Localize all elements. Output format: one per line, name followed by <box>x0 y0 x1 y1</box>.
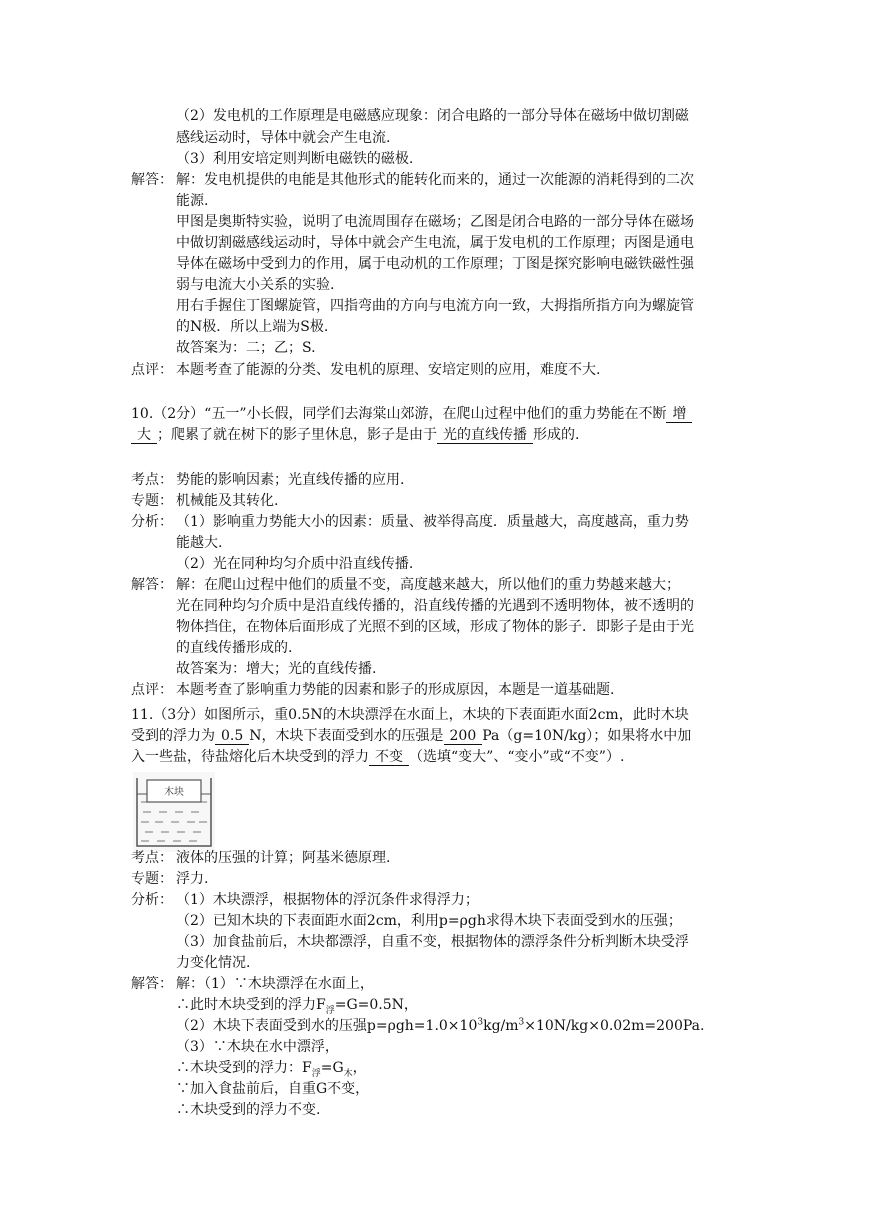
q11-answer-line6: ∵加入食盐前后，自重G不变， <box>176 1081 370 1097</box>
q11-answer-line3-sup1: 3 <box>477 1017 484 1028</box>
q11-answer-line7: ∴木块受到的浮力不变. <box>176 1102 321 1118</box>
q9-answer-label: 解答： <box>131 172 173 188</box>
q9-answer-line8: 的N极．所以上端为S极. <box>176 319 329 335</box>
floating-block-figure <box>133 772 215 852</box>
q10-answer-line3: 物体挡住，在物体后面形成了光照不到的区域，形成了物体的影子．即影子是由于光 <box>176 619 694 635</box>
q9-answer-line7: 用右手握住丁图螺旋管，四指弯曲的方向与电流方向一致，大拇指所指方向为螺旋管 <box>176 298 694 314</box>
q11-answer-line5-b: =G <box>320 1060 344 1076</box>
q9-comment: 本题考查了能源的分类、发电机的原理、安培定则的应用，难度不大. <box>176 362 601 378</box>
figure-block-label: 木块 <box>164 787 184 798</box>
q11-stem-d: Pa（g=10N/kg）；如果将水中加 <box>482 728 692 744</box>
q11-answer-blank1: 0.5 <box>215 728 249 745</box>
q11-answer-line5-sub1: 浮 <box>311 1068 321 1079</box>
q11-answer-line2-b: =G=0.5N， <box>334 997 418 1013</box>
q9-answer-line5: 导体在磁场中受到力的作用，属于电动机的工作原理；丁图是探究影响电磁铁磁性强 <box>176 256 694 272</box>
q10-comment: 本题考查了影响重力势能的因素和影子的形成原因，本题是一道基础题. <box>176 682 615 698</box>
q11-answer-line5-sub2: 木 <box>343 1068 353 1079</box>
q9-answer-line3: 甲图是奥斯特实验，说明了电流周围存在磁场；乙图是闭合电路的一部分导体在磁场 <box>176 214 694 230</box>
q11-answer-line3-sup2: 3 <box>518 1017 525 1028</box>
q11-analysis-3-line2: 力变化情况. <box>176 955 251 971</box>
q10-topic: 机械能及其转化. <box>176 493 279 509</box>
q10-answer-blank1-part1: 增 <box>666 406 692 423</box>
q10-analysis-2: （2）光在同种均匀介质中沿直线传播. <box>176 556 414 572</box>
q11-answer-blank3: 不变 <box>369 749 409 766</box>
q10-answer-line1: 解：在爬山过程中他们的质量不变，高度越来越大，所以他们的重力势越来越大； <box>176 577 680 593</box>
q10-analysis-label: 分析： <box>131 514 173 530</box>
q10-answer-label: 解答： <box>131 577 173 593</box>
q11-answer-line4: （3）∵木块在水中漂浮， <box>176 1039 339 1055</box>
q11-analysis-3-line1: （3）加食盐前后，木块都漂浮，自重不变，根据物体的漂浮条件分析判断木块受浮 <box>176 934 689 950</box>
q11-answer-line1: 解：（1）∵木块漂浮在水面上， <box>176 976 374 992</box>
q9-answer-line1: 解：发电机提供的电能是其他形式的能转化而来的，通过一次能源的消耗得到的二次 <box>176 172 694 188</box>
q11-answer-label: 解答： <box>131 976 173 992</box>
q11-analysis-1: （1）木块漂浮，根据物体的浮沉条件求得浮力； <box>176 892 479 908</box>
q11-point: 液体的压强的计算；阿基米德原理. <box>176 850 391 866</box>
q9-answer-line9: 故答案为：二；乙；S. <box>176 340 316 356</box>
q11-topic-label: 专题： <box>131 871 173 887</box>
q9-analysis-3: （3）利用安培定则判断电磁铁的磁极. <box>176 151 414 167</box>
q10-stem-line2 <box>131 426 579 444</box>
q9-analysis-2-line2: 感线运动时，导体中就会产生电流. <box>176 130 391 146</box>
q11-answer-line5-c: ， <box>352 1060 367 1076</box>
q10-stem-a: 10.（2分）“五一”小长假，同学们去海棠山郊游，在爬山过程中他们的重力势能在不断 <box>131 406 667 422</box>
q11-answer-line5 <box>176 1059 367 1077</box>
q9-answer-line4: 中做切割磁感线运动时，导体中就会产生电流，属于发电机的工作原理；丙图是通电 <box>176 235 694 251</box>
q10-comment-label: 点评： <box>131 682 173 698</box>
q11-answer-line2-sub: 浮 <box>325 1005 335 1016</box>
q10-answer-line2: 光在同种均匀介质中是沿直线传播的，沿直线传播的光遇到不透明物体，被不透明的 <box>176 598 694 614</box>
q11-stem-f: （选填“变大”、“变小”或“不变”）. <box>409 749 625 765</box>
q10-stem-b: ；爬累了就在树下的影子里休息，影子是由于 <box>157 427 437 443</box>
q9-answer-line2: 能源. <box>176 193 209 209</box>
q10-answer-line4: 的直线传播形成的. <box>176 640 293 656</box>
q10-point-label: 考点： <box>131 472 173 488</box>
q11-point-label: 考点： <box>131 850 173 866</box>
q9-comment-label: 点评： <box>131 362 173 378</box>
q11-stem-e: 入一些盐，待盐熔化后木块受到的浮力 <box>131 749 369 765</box>
q11-stem-b: 受到的浮力为 <box>131 728 215 744</box>
q11-topic: 浮力. <box>176 871 209 887</box>
q11-stem-line2 <box>131 727 691 745</box>
q10-stem-line1 <box>131 405 692 423</box>
q11-stem-c: N，木块下表面受到水的压强是 <box>249 728 444 744</box>
q10-stem-c: 形成的. <box>533 427 580 443</box>
q11-answer-blank2: 200 <box>444 728 483 745</box>
q11-analysis-2: （2）已知木块的下表面距水面2cm，利用p=ρgh求得木块下表面受到水的压强； <box>176 913 682 929</box>
q10-answer-blank1-part2: 大 <box>131 427 157 444</box>
q11-stem-line1: 11.（3分）如图所示，重0.5N的木块漂浮在水面上，木块的下表面距水面2cm，此时木块 <box>131 707 689 723</box>
q11-analysis-label: 分析： <box>131 892 173 908</box>
q10-analysis-1-line2: 能越大. <box>176 535 223 551</box>
q11-answer-line3-b: kg/m <box>483 1018 519 1034</box>
q10-answer-blank2: 光的直线传播 <box>437 427 533 444</box>
q11-answer-line3-a: （2）木块下表面受到水的压强p=ρgh=1.0×10 <box>176 1018 478 1034</box>
q11-answer-line2 <box>176 996 418 1014</box>
q9-answer-line6: 弱与电流大小关系的实验. <box>176 277 335 293</box>
q10-point: 势能的影响因素；光直线传播的应用. <box>176 472 405 488</box>
q9-analysis-2-line1: （2）发电机的工作原理是电磁感应现象：闭合电路的一部分导体在磁场中做切割磁 <box>176 108 689 124</box>
q10-answer-line5: 故答案为：增大；光的直线传播. <box>176 661 377 677</box>
q10-topic-label: 专题： <box>131 493 173 509</box>
q11-answer-line5-a: ∴木块受到的浮力：F <box>176 1060 312 1076</box>
q11-answer-line2-a: ∴此时木块受到的浮力F <box>176 997 326 1013</box>
q10-analysis-1-line1: （1）影响重力势能大小的因素：质量、被举得高度．质量越大，高度越高，重力势 <box>176 514 689 530</box>
q11-answer-line3-c: ×10N/kg×0.02m=200Pa. <box>524 1018 705 1034</box>
q11-stem-line3-text <box>131 748 624 766</box>
q11-answer-line3 <box>176 1017 704 1035</box>
